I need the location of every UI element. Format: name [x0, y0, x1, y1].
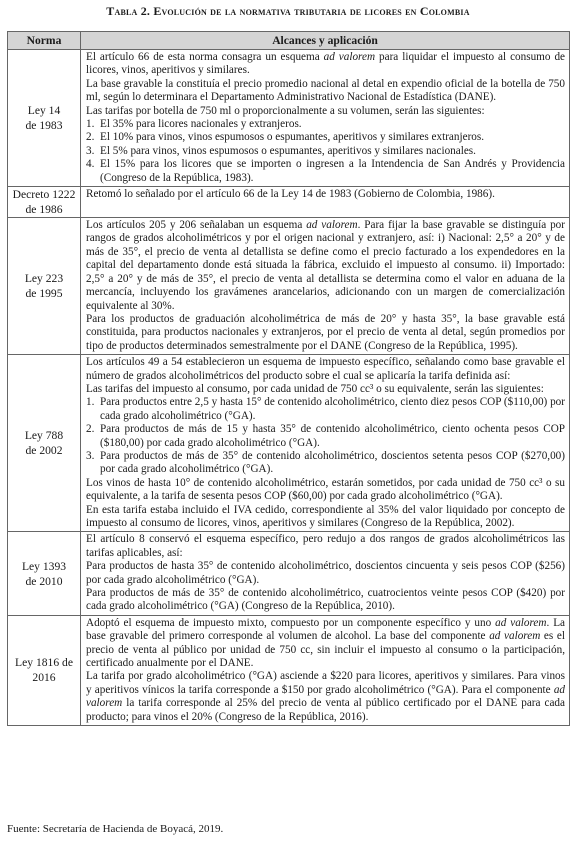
- list-text: El 10% para vinos, vinos espumosos o espumantes, aperitivos y similares extranjeros.: [100, 131, 485, 144]
- list-number: 1.: [86, 396, 95, 409]
- text-segment: . Para fijar la base gravable se distinguía por rangos de grados alcoholimétricos y por el origen nacional y extranjero, así: i) Nacional: 2,5° a 20° y de más de 35°, el precio de venta al detallista se define como el precio facturado a los expendedores en la capital del departamento donde está situada la fábrica, excluido el impuesto al consumo. ii) Importado: 2,5° a 20° y de más de 35°, el precio de venta al detallista se determina como el valor en aduana de la mercancía, incluyendo los gravámenes arancelarios, adicionando con un margen de comercialización equivalente al 30%.: [86, 219, 565, 312]
- text-segment: Para productos de más de 35° de contenido alcoholimétrico, cuatrocientos veinte pesos COP ($420) por cada grado alcoholimétrico (°GA) (Congreso de la República, 2010).: [86, 587, 565, 613]
- alcances-cell: [81, 532, 570, 615]
- alcances-cell: [81, 615, 570, 725]
- list-number: 3.: [86, 449, 95, 462]
- norma-cell: [8, 532, 81, 615]
- list-item: [86, 118, 565, 131]
- paragraph: [86, 477, 565, 504]
- paragraph: [86, 188, 565, 201]
- text-segment: Las tarifas del impuesto al consumo, por cada unidad de 750 cc³ o su equivalente, serán las siguientes:: [86, 382, 544, 395]
- list-text: Para productos de más de 35° de contenido alcoholimétrico, doscientos setenta pesos COP ($270,00) por cada grado alcoholimétrico (°GA).: [100, 449, 565, 476]
- table-header-row: [8, 32, 570, 50]
- italic-term: ad valorem: [495, 616, 547, 629]
- list-text: El 35% para licores nacionales y extranjeros.: [100, 118, 302, 131]
- norma-line: Ley 788: [24, 429, 64, 443]
- norma-line: de 1995: [25, 287, 63, 301]
- text-segment: . La base gravable del primero corresponde al volumen de alcohol. La base del componente: [86, 616, 565, 643]
- paragraph: [86, 533, 565, 560]
- paragraph: [86, 617, 565, 671]
- paragraph: [86, 313, 565, 353]
- italic-term: ad valorem: [86, 683, 565, 710]
- list-item: [86, 450, 565, 477]
- paragraph: [86, 51, 565, 78]
- text-segment: Las tarifas por botella de 750 ml o proporcionalmente a su volumen, serán las siguientes:: [86, 104, 485, 117]
- list-item: [86, 158, 565, 185]
- paragraph: [86, 587, 565, 614]
- text-segment: es el precio de venta al público por unidad de 750 cc, sin incluir el impuesto al consumo o la participación, certificado anualmente por el DANE.: [86, 630, 565, 670]
- alcances-cell: [81, 50, 570, 187]
- paragraph: [86, 78, 565, 105]
- text-segment: Para los productos de graduación alcoholimétrica de más de 20° y hasta 35°, la base gravable está constituida, para productos nacionales y extranjeros, por el precio de venta al detal, según promedios por tipo de productos determinados semestralmente por el DANE (Congreso de la República, 1995).: [86, 312, 565, 352]
- table-row: [8, 615, 570, 725]
- norma-line: de 2002: [25, 444, 63, 458]
- list-item: [86, 131, 565, 144]
- paragraph: [86, 560, 565, 587]
- list-text: El 15% para los licores que se importen o ingresen a la Intendencia de San Andrés y Providencia (Congreso de la República, 1983).: [100, 158, 565, 184]
- paragraph: [86, 504, 565, 531]
- table-row: [8, 218, 570, 355]
- table-title: Tabla 2. Evolución de la normativa tributaria de licores en Colombia: [106, 4, 470, 18]
- italic-term: ad valorem: [306, 219, 358, 232]
- list-number: 4.: [86, 158, 95, 171]
- norma-cell: [8, 187, 81, 218]
- text-segment: El artículo 8 conservó el esquema específico, pero redujo a dos rangos de grados alcoholimétricos las tarifas aplicables, así:: [86, 533, 565, 559]
- list-number: 2.: [86, 131, 95, 144]
- source-note: Fuente: Secretaría de Hacienda de Boyacá, 2019.: [7, 823, 224, 835]
- norma-line: de 1983: [25, 119, 63, 133]
- text-segment: La base gravable la constituía el precio promedio nacional al detal en expendio oficial de la botella de 750 ml, según lo determinara el Departamento Administrativo Nacional de Estadística (DANE).: [86, 77, 565, 104]
- regulation-table: [7, 31, 570, 726]
- norma-line: Decreto 1222: [12, 188, 76, 202]
- table-row: [8, 532, 570, 615]
- header-norma: Norma: [8, 32, 81, 50]
- norma-line: 2016: [32, 671, 56, 685]
- text-segment: Retomó lo señalado por el artículo 66 de la Ley 14 de 1983 (Gobierno de Colombia, 1986).: [86, 188, 495, 201]
- italic-term: ad valorem: [323, 51, 376, 63]
- list-text: El 5% para vinos, vinos espumosos o espumantes, aperitivos y similares nacionales.: [100, 144, 476, 157]
- header-alcances: Alcances y aplicación: [81, 32, 570, 50]
- paragraph: [86, 356, 565, 383]
- alcances-cell: [81, 355, 570, 532]
- list-item: [86, 396, 565, 423]
- italic-term: ad valorem: [489, 630, 541, 643]
- paragraph: [86, 383, 565, 396]
- norma-line: Ley 223: [24, 272, 64, 286]
- norma-line: Ley 14: [27, 104, 61, 118]
- text-segment: Adoptó el esquema de impuesto mixto, compuesto por un componente específico y uno: [86, 616, 496, 629]
- table-row: [8, 50, 570, 187]
- paragraph: [86, 670, 565, 724]
- norma-cell: [8, 218, 81, 355]
- norma-line: de 2010: [25, 574, 63, 588]
- norma-cell: [8, 615, 81, 725]
- list-text: Para productos de más de 15 y hasta 35° de contenido alcoholimétrico, ciento ochenta pesos COP ($180,00) por cada grado alcoholimétrico (°GA).: [100, 423, 565, 449]
- list-number: 2.: [86, 423, 95, 436]
- text-segment: Para productos de hasta 35° de contenido alcoholimétrico, doscientos cincuenta y seis pesos COP ($256) por cada grado alcoholimétrico (°GA).: [86, 560, 565, 586]
- table-row: [8, 187, 570, 218]
- list-text: Para productos entre 2,5 y hasta 15° de contenido alcoholimétrico, ciento diez pesos COP ($110,00) por cada grado alcoholimétrico (°GA).: [100, 396, 565, 422]
- text-segment: la tarifa corresponde al 25% del precio de venta al público certificado por el DANE para cada producto; para vinos el 20% (Congreso de la República, 2016).: [86, 697, 565, 723]
- norma-line: Ley 1816 de: [15, 656, 73, 670]
- text-segment: En esta tarifa estaba incluido el IVA cedido, correspondiente al 35% del valor liquidado por concepto de impuesto al consumo de licores, vinos, aperitivos y similares (Congreso de la República, 2002).: [86, 503, 565, 529]
- alcances-cell: [81, 218, 570, 355]
- text-segment: El artículo 66 de esta norma consagra un esquema: [86, 51, 324, 63]
- norma-line: de 1986: [25, 203, 63, 217]
- list-item: [86, 423, 565, 450]
- paragraph: [86, 219, 565, 313]
- text-segment: Los vinos de hasta 10° de contenido alcoholimétrico, estarán sometidos, por cada unidad de 750 cc³ o su equivalente, a la tarifa de sesenta pesos COP ($60,00) por cada grado alcoholimétrico (°GA).: [86, 476, 565, 503]
- norma-cell: [8, 50, 81, 187]
- list-number: 1.: [86, 118, 95, 131]
- paragraph: [86, 105, 565, 118]
- text-segment: para liquidar el impuesto al consumo de licores, vinos, aperitivos y similares.: [86, 51, 565, 77]
- norma-cell: [8, 355, 81, 532]
- text-segment: Los artículos 49 a 54 establecieron un esquema de impuesto específico, señalando como base gravable el número de grados alcoholimétricos del producto sobre el cual se aplicaría la tarifa definida así:: [86, 356, 565, 382]
- list-number: 3.: [86, 144, 95, 157]
- norma-line: Ley 1393: [21, 559, 67, 573]
- table-row: [8, 355, 570, 532]
- text-segment: Los artículos 205 y 206 señalaban un esquema: [86, 219, 307, 232]
- list-item: [86, 145, 565, 158]
- text-segment: La tarifa por grado alcoholimétrico (°GA) asciende a $220 para licores, aperitivos y similares. Para vinos y aperitivos vínicos la tarifa corresponde a $150 por grado alcoholimétrico (°GA). Para el componente: [86, 670, 565, 696]
- alcances-cell: [81, 187, 570, 218]
- table-body: [8, 50, 570, 726]
